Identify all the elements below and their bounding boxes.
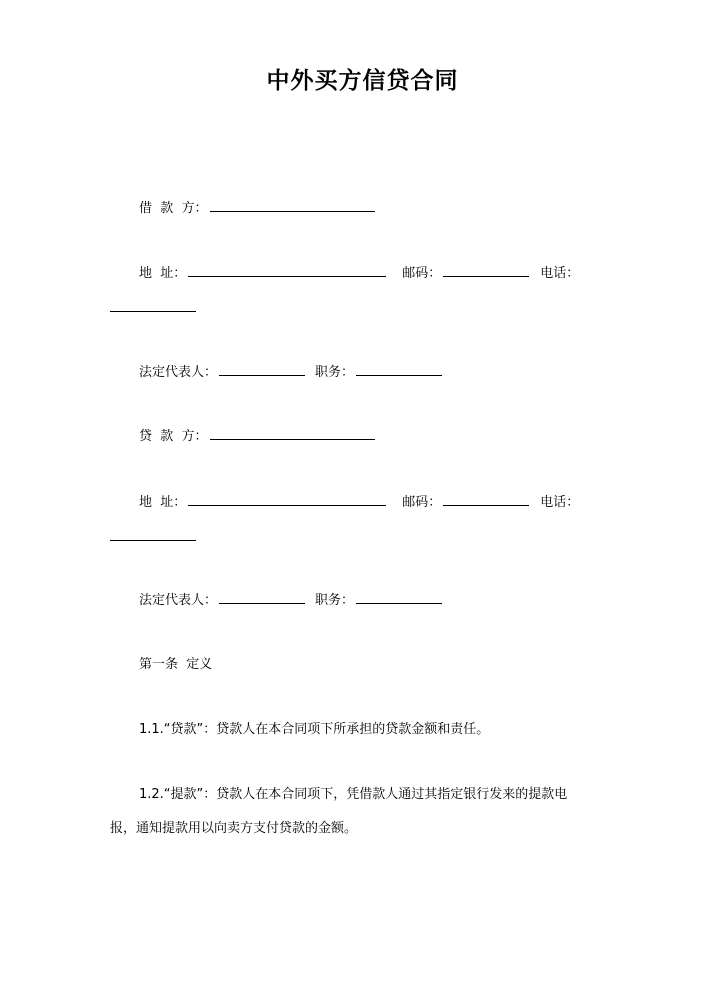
- lender-phone-line: [110, 529, 196, 546]
- lender-address-blank[interactable]: [188, 494, 386, 506]
- lender-address-label: 地 址：: [139, 495, 187, 510]
- lender-position-blank[interactable]: [356, 592, 442, 604]
- borrower-postcode-label: 邮码：: [402, 266, 442, 281]
- borrower-address-blank[interactable]: [188, 265, 386, 277]
- borrower-rep-label: 法定代表人：: [139, 365, 218, 380]
- lender-phone-blank[interactable]: [110, 529, 196, 541]
- borrower-phone-blank[interactable]: [110, 300, 196, 312]
- lender-postcode-blank[interactable]: [443, 494, 529, 506]
- clause-1-2-line1: 1.2.“提款”：贷款人在本合同项下，凭借款人通过其指定银行发来的提款电: [139, 787, 568, 802]
- article-1-heading: 第一条 定义: [139, 657, 213, 672]
- borrower-phone-label: 电话：: [540, 266, 580, 281]
- document-title: 中外买方信贷合同: [266, 68, 459, 94]
- borrower-phone-line: [110, 300, 196, 317]
- borrower-position-blank[interactable]: [356, 364, 442, 376]
- borrower-rep-line: [139, 364, 442, 381]
- borrower-line: [139, 200, 375, 217]
- lender-phone-label: 电话：: [540, 495, 580, 510]
- clause-1-2-line2: 报，通知提款用以向卖方支付贷款的金额。: [110, 821, 358, 836]
- borrower-position-label: 职务：: [315, 365, 355, 380]
- clause-1-1: 1.1.“贷款”：贷款人在本合同项下所承担的贷款金额和责任。: [139, 722, 490, 737]
- lender-rep-blank[interactable]: [219, 592, 305, 604]
- lender-blank[interactable]: [210, 428, 375, 440]
- lender-position-label: 职务：: [315, 593, 355, 608]
- borrower-label: 借 款 方：: [139, 201, 208, 216]
- lender-label: 贷 款 方：: [139, 429, 208, 444]
- borrower-blank[interactable]: [210, 200, 375, 212]
- borrower-address-label: 地 址：: [139, 266, 187, 281]
- lender-rep-label: 法定代表人：: [139, 593, 218, 608]
- borrower-address-line: [139, 265, 579, 282]
- lender-address-line: [139, 494, 579, 511]
- borrower-rep-blank[interactable]: [219, 364, 305, 376]
- lender-line: [139, 428, 375, 445]
- lender-rep-line: [139, 592, 442, 609]
- borrower-postcode-blank[interactable]: [443, 265, 529, 277]
- lender-postcode-label: 邮码：: [402, 495, 442, 510]
